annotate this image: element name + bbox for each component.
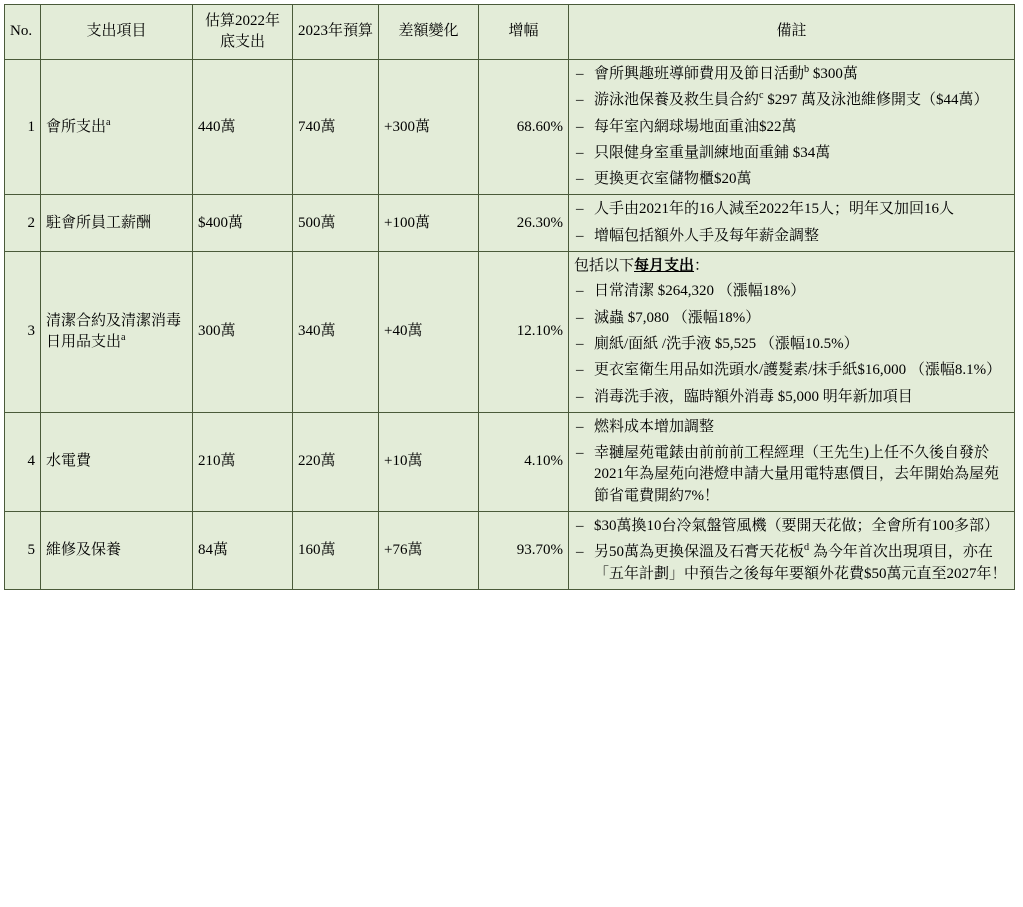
table-body [5, 60, 1015, 590]
remark-item: – 日常清潔 $264,320 （漲幅18%） [574, 281, 1009, 302]
remark-item: – 消毒洗手液，臨時額外消毒 $5,000 明年新加項目 [574, 387, 1009, 408]
cell-remark [569, 195, 1015, 252]
cell-difference: +76萬 [379, 512, 479, 590]
cell-no: 5 [5, 512, 41, 590]
cell-budget: 220萬 [293, 412, 379, 511]
cell-no: 2 [5, 195, 41, 252]
remark-item: – 人手由2021年的16人減至2022年15人；明年又加回16人 [574, 199, 1009, 220]
remark-item: – 廁紙/面紙 /洗手液 $5,525 （漲幅10.5%） [574, 334, 1009, 355]
header-budget: 2023年預算 [293, 5, 379, 60]
header-no: No. [5, 5, 41, 60]
cell-no: 4 [5, 412, 41, 511]
remark-item: – 只限健身室重量訓練地面重鋪 $34萬 [574, 143, 1009, 164]
table-row [5, 512, 1015, 590]
table-row [5, 195, 1015, 252]
cell-estimate: 210萬 [193, 412, 293, 511]
header-growth-rate: 增幅 [479, 5, 569, 60]
header-item: 支出項目 [41, 5, 193, 60]
remark-item: – 每年室內網球場地面重油$22萬 [574, 117, 1009, 138]
cell-estimate: 300萬 [193, 252, 293, 413]
cell-growth-rate: 26.30% [479, 195, 569, 252]
remark-list [574, 516, 1009, 585]
cell-estimate: 440萬 [193, 60, 293, 195]
cell-remark [569, 512, 1015, 590]
remark-item: – 另50萬為更換保溫及石膏天花板$^d$ 為今年首次出現項目，亦在「五年計劃」中預告之後每年要額外花費$50萬元直至2027年！ [574, 542, 1009, 585]
remark-list [574, 417, 1009, 507]
header-difference: 差額變化 [379, 5, 479, 60]
cell-remark [569, 412, 1015, 511]
cell-item: 會所支出$^a$ [41, 60, 193, 195]
cell-budget: 340萬 [293, 252, 379, 413]
cell-estimate: $400萬 [193, 195, 293, 252]
table-row [5, 412, 1015, 511]
remark-list [574, 199, 1009, 247]
cell-budget: 160萬 [293, 512, 379, 590]
cell-item: 水電費 [41, 412, 193, 511]
header-row [5, 5, 1015, 60]
remark-item: – 更衣室衛生用品如洗頭水/護髮素/抹手紙$16,000 （漲幅8.1%） [574, 360, 1009, 381]
cell-growth-rate: 68.60% [479, 60, 569, 195]
remark-item: – $30萬換10台冷氣盤管風機（要開天花做；全會所有100多部） [574, 516, 1009, 537]
cell-growth-rate: 12.10% [479, 252, 569, 413]
cell-difference: +100萬 [379, 195, 479, 252]
cell-estimate: 84萬 [193, 512, 293, 590]
cell-budget: 500萬 [293, 195, 379, 252]
cell-difference: +300萬 [379, 60, 479, 195]
remark-item: – 增幅包括額外人手及每年薪金調整 [574, 226, 1009, 247]
cell-difference: +40萬 [379, 252, 479, 413]
remark-item: – 幸翴屋苑電錶由前前前工程經理（王先生)上任不久後自發於2021年為屋苑向港燈申請大量用電特惠價目，去年開始為屋苑節省電費開約7%！ [574, 443, 1009, 507]
remark-item: – 游泳池保養及救生員合約$^c$ $297 萬及泳池維修開支（$44萬） [574, 90, 1009, 111]
table-row [5, 252, 1015, 413]
cell-item: 維修及保養 [41, 512, 193, 590]
remark-item: – 滅蟲 $7,080 （漲幅18%） [574, 308, 1009, 329]
cell-budget: 740萬 [293, 60, 379, 195]
budget-table [4, 4, 1015, 590]
cell-growth-rate: 4.10% [479, 412, 569, 511]
remark-item: – 更換更衣室儲物櫃$20萬 [574, 169, 1009, 190]
remark-lead: 包括以下每月支出： [574, 258, 710, 275]
remark-list [574, 64, 1009, 190]
cell-item: 清潔合約及清潔消毒日用品支出$^a$ [41, 252, 193, 413]
cell-remark [569, 252, 1015, 413]
remark-item: – 燃料成本增加調整 [574, 417, 1009, 438]
table-header [5, 5, 1015, 60]
cell-difference: +10萬 [379, 412, 479, 511]
cell-remark [569, 60, 1015, 195]
cell-item: 駐會所員工薪酬 [41, 195, 193, 252]
remark-list [574, 281, 1009, 407]
header-remark: 備註 [569, 5, 1015, 60]
table-row [5, 60, 1015, 195]
header-estimate: 估算2022年底支出 [193, 5, 293, 60]
cell-no: 1 [5, 60, 41, 195]
remark-item: – 會所興趣班導師費用及節日活動$^b$ $300萬 [574, 64, 1009, 85]
cell-no: 3 [5, 252, 41, 413]
cell-growth-rate: 93.70% [479, 512, 569, 590]
